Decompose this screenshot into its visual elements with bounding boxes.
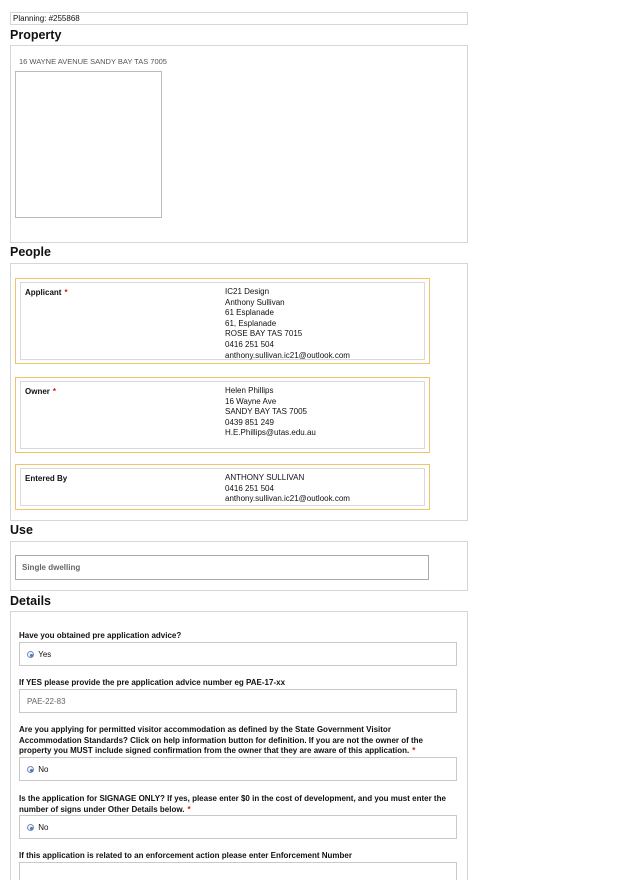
people-panel: [10, 263, 468, 521]
question-enforcement-number: If this application is related to an enforcement action please enter Enforcement Number: [19, 851, 352, 860]
property-panel: [10, 45, 468, 243]
property-heading: Property: [10, 28, 62, 42]
answer-no: No: [38, 823, 49, 832]
owner-details: Helen Phillips 16 Wayne Ave SANDY BAY TAS 7005 0439 851 249 H.E.Phillips@utas.edu.au: [225, 386, 316, 438]
advice-number-value: PAE-22-83: [27, 697, 66, 706]
question-advice-number: If YES please provide the pre application advice number eg PAE-17-xx: [19, 678, 286, 687]
answer-yes: Yes: [38, 650, 52, 659]
required-marker: *: [412, 746, 416, 755]
owner-card: [15, 377, 430, 453]
radio-selected-icon[interactable]: [27, 824, 34, 831]
answer-no: No: [38, 765, 49, 774]
use-heading: Use: [10, 523, 33, 537]
details-heading: Details: [10, 594, 51, 608]
enforcement-number-input[interactable]: [19, 862, 457, 880]
planning-header-bar: [10, 12, 468, 25]
question-signage-only: Is the application for SIGNAGE ONLY? If yes, please enter $0 in the cost of development, and you must enter the number of signs under Other Details below. *: [19, 794, 446, 814]
pre-application-answer[interactable]: [19, 642, 457, 666]
people-heading: People: [10, 245, 51, 259]
applicant-label: Applicant *: [25, 288, 68, 297]
applicant-details: IC21 Design Anthony Sullivan 61 Esplanade 61, Esplanade ROSE BAY TAS 7015 0416 251 504 anthony.sullivan.ic21@outlook.com: [225, 287, 350, 360]
entered-by-label: Entered By: [25, 474, 68, 483]
use-value: Single dwelling: [22, 563, 81, 572]
entered-by-card: [15, 464, 430, 510]
use-panel: [10, 541, 468, 591]
use-field[interactable]: [15, 555, 429, 580]
applicant-card: [15, 278, 430, 364]
owner-label: Owner *: [25, 387, 57, 396]
radio-selected-icon[interactable]: [27, 651, 34, 658]
property-address: 16 WAYNE AVENUE SANDY BAY TAS 7005: [19, 57, 167, 66]
question-pre-application: Have you obtained pre application advice?: [19, 631, 182, 640]
question-visitor-accommodation: Are you applying for permitted visitor accommodation as defined by the State Government Visitor Accommodation Standards? Click on help information button for definition. If you are not the owner of the property you MUST include signed confirmation from the owner that they are aware of this application. *: [19, 725, 423, 755]
entered-by-details: ANTHONY SULLIVAN 0416 251 504 anthony.sullivan.ic21@outlook.com: [225, 473, 350, 504]
planning-ref: Planning: #255868: [13, 14, 80, 23]
radio-selected-icon[interactable]: [27, 766, 34, 773]
required-marker: *: [52, 387, 57, 396]
advice-number-input[interactable]: [19, 689, 457, 713]
required-marker: *: [64, 288, 68, 297]
signage-only-answer[interactable]: [19, 815, 457, 839]
property-map[interactable]: [15, 71, 162, 218]
required-marker: *: [187, 804, 191, 814]
visitor-accommodation-answer[interactable]: [19, 757, 457, 781]
